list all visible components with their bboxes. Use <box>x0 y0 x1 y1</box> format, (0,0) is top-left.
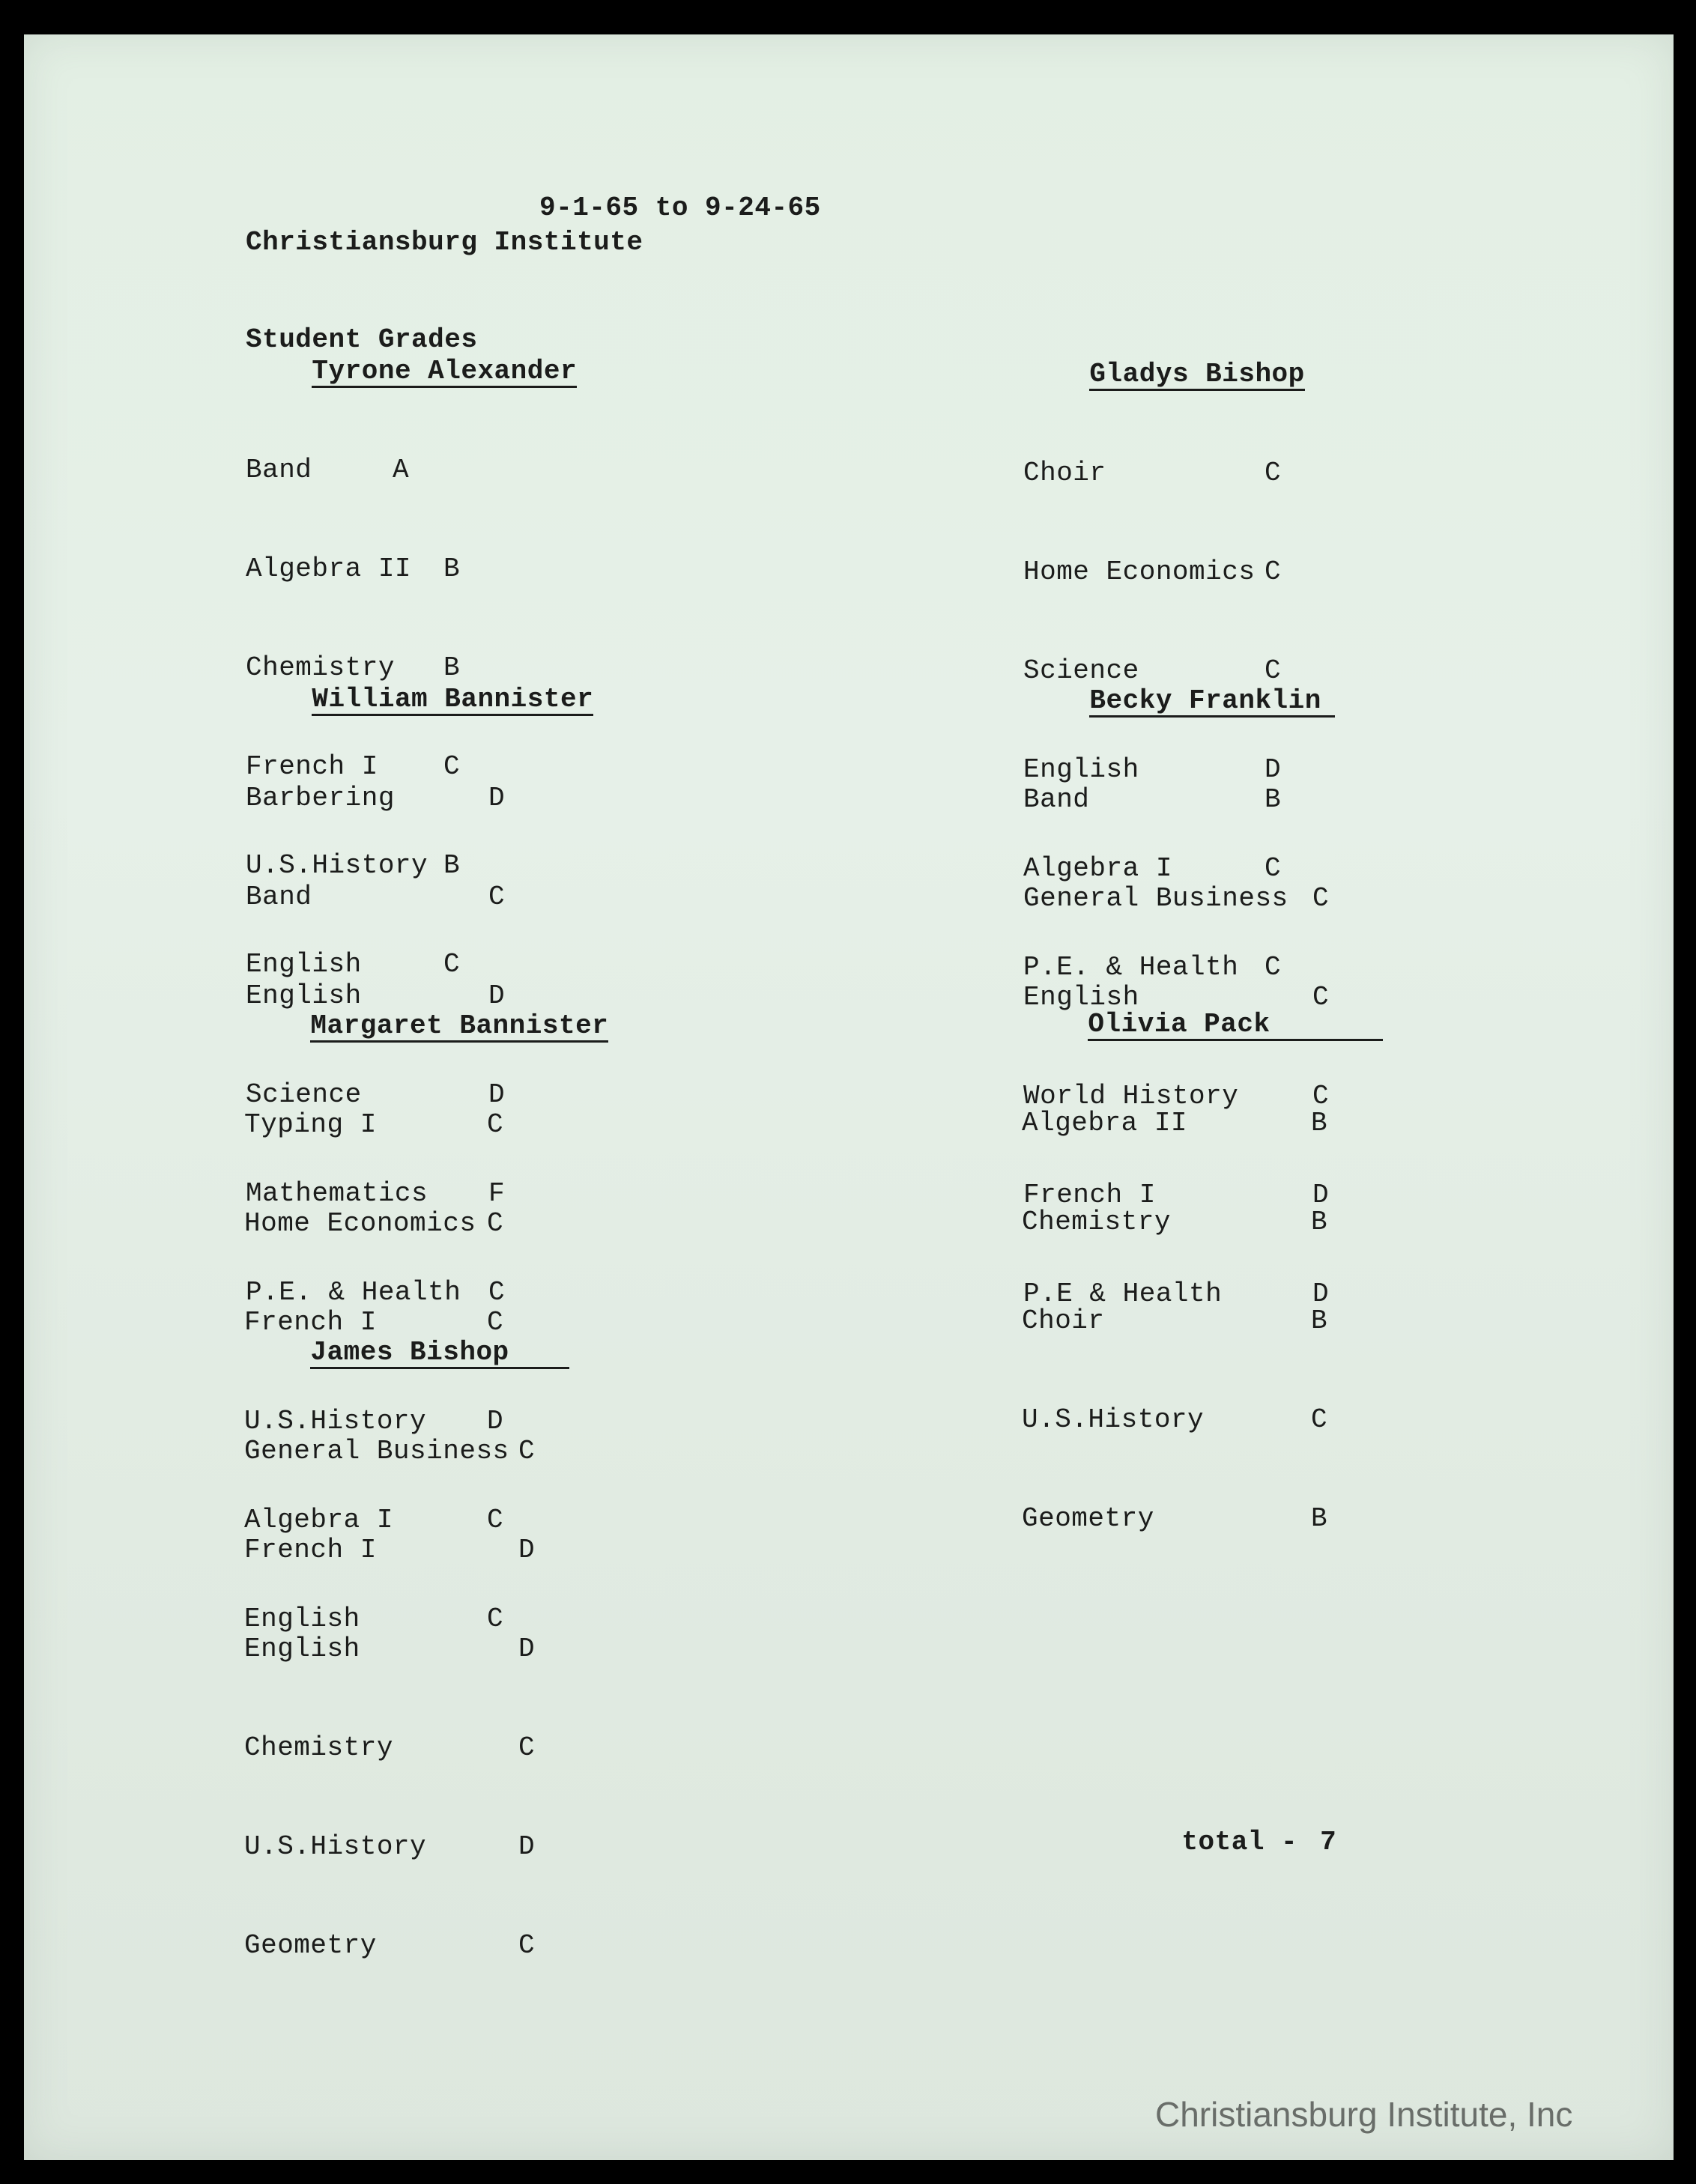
subject: P.E. & Health <box>246 1277 461 1308</box>
grade: D <box>488 1079 506 1110</box>
date-range: 9-1-65 to 9-24-65 <box>539 192 821 223</box>
grade-row <box>244 1633 569 1666</box>
subject: English <box>1023 982 1139 1013</box>
grade: C <box>1312 883 1330 914</box>
grade-row <box>246 782 593 815</box>
grade-row <box>246 454 577 487</box>
grade: B <box>1311 1503 1328 1534</box>
subject: Science <box>246 1079 362 1110</box>
grade-row <box>244 1534 569 1567</box>
subject: World History <box>1023 1081 1239 1111</box>
grade: D <box>518 1634 536 1664</box>
grade: C <box>443 751 461 782</box>
total-value: 7 <box>1320 1827 1337 1857</box>
total-count <box>1115 1793 1336 1892</box>
grade: C <box>518 1930 536 1961</box>
subject: French I <box>246 751 378 782</box>
grade: D <box>1312 1278 1330 1309</box>
grade-row <box>1023 556 1305 589</box>
grade-row <box>1022 1502 1383 1535</box>
subject: Band <box>246 455 312 485</box>
subject: U.S.History <box>246 850 428 881</box>
grade-row <box>244 1108 608 1141</box>
grade: D <box>488 783 506 813</box>
subject: Chemistry <box>1022 1207 1171 1237</box>
grade-row <box>1023 882 1335 915</box>
grade: C <box>488 1277 506 1308</box>
student-name: Becky Franklin <box>1089 687 1334 718</box>
subject: Band <box>1023 784 1090 815</box>
grade: A <box>393 455 410 485</box>
grade: C <box>1265 655 1282 686</box>
student-name: Margaret Bannister <box>310 1010 609 1041</box>
subject: English <box>1023 754 1139 785</box>
subject: English <box>246 949 362 980</box>
grade: B <box>443 652 461 683</box>
subject: Algebra I <box>244 1505 393 1535</box>
subject: U.S.History <box>244 1831 427 1862</box>
subject: French I <box>244 1307 377 1338</box>
student-block <box>244 1303 569 2028</box>
grade: C <box>487 1109 504 1140</box>
subject: Band <box>246 882 312 912</box>
archive-watermark: Christiansburg Institute, Inc <box>1155 2095 1573 2134</box>
grade: C <box>1311 1404 1328 1435</box>
subject: Algebra II <box>246 553 412 584</box>
grade-row <box>244 1929 569 1962</box>
grade: D <box>487 1406 504 1437</box>
grade-row <box>1022 1107 1383 1140</box>
grade-row <box>244 1435 569 1468</box>
subject: U.S.History <box>1022 1404 1205 1435</box>
grade: C <box>487 1604 504 1634</box>
subject: P.E & Health <box>1023 1278 1223 1309</box>
institution-name: Christiansburg Institute <box>246 227 643 258</box>
subject: English <box>244 1634 360 1664</box>
subject: French I <box>1023 1180 1156 1210</box>
grade: C <box>1312 1081 1330 1111</box>
subject: English <box>246 980 362 1011</box>
grade: D <box>1312 1180 1330 1210</box>
grade: B <box>1311 1207 1328 1237</box>
grade: C <box>487 1505 504 1535</box>
subject: General Business <box>244 1436 509 1466</box>
grade-row <box>246 881 593 914</box>
grade: C <box>1312 982 1330 1013</box>
subject: Geometry <box>1022 1503 1154 1534</box>
grade: D <box>488 980 506 1011</box>
subject: Home Economics <box>244 1208 476 1239</box>
grade: C <box>1265 556 1282 587</box>
grade: C <box>1265 952 1282 983</box>
grade-row <box>1022 1305 1383 1338</box>
document-page <box>24 34 1674 2160</box>
document-title: Student Grades <box>246 324 478 355</box>
grade: B <box>443 850 461 881</box>
grade: C <box>487 1307 504 1338</box>
subject: Home Economics <box>1023 556 1256 587</box>
subject: Chemistry <box>246 652 395 683</box>
subject: Geometry <box>244 1930 377 1961</box>
subject: Algebra I <box>1023 853 1172 884</box>
student-name: Gladys Bishop <box>1089 359 1305 389</box>
grade-row <box>244 1207 608 1240</box>
subject: Algebra II <box>1022 1108 1188 1138</box>
grade: B <box>1265 784 1282 815</box>
grade-row <box>246 553 577 586</box>
subject: Science <box>1023 655 1139 686</box>
student-name: Olivia Pack <box>1088 1010 1382 1041</box>
total-label: total - <box>1181 1827 1298 1857</box>
grade: F <box>488 1178 506 1209</box>
subject: Chemistry <box>244 1732 393 1763</box>
student-name: James Bishop <box>310 1338 569 1369</box>
subject: General Business <box>1023 883 1288 914</box>
grade-row <box>1022 1404 1383 1437</box>
grade: C <box>1265 853 1282 884</box>
subject: Typing I <box>244 1109 377 1140</box>
subject: French I <box>244 1535 377 1565</box>
student-block <box>1022 975 1383 1601</box>
student-name: William Bannister <box>312 684 594 715</box>
subject: U.S.History <box>244 1406 427 1437</box>
subject: Barbering <box>246 783 395 813</box>
grade: C <box>443 949 461 980</box>
grade-row <box>1022 1206 1383 1239</box>
grade: D <box>518 1535 536 1565</box>
grade: C <box>518 1436 536 1466</box>
grade-row <box>1023 457 1305 490</box>
grade: B <box>1311 1305 1328 1336</box>
grade: B <box>1311 1108 1328 1138</box>
student-name: Tyrone Alexander <box>312 356 578 386</box>
subject: Choir <box>1022 1305 1105 1336</box>
grade: C <box>1265 458 1282 488</box>
subject: P.E. & Health <box>1023 952 1239 983</box>
grade: C <box>518 1732 536 1763</box>
grade-row <box>1023 783 1335 816</box>
grade: D <box>1265 754 1282 785</box>
subject: Mathematics <box>246 1178 428 1209</box>
grade: C <box>487 1208 504 1239</box>
grade: C <box>488 882 506 912</box>
subject: Choir <box>1023 458 1106 488</box>
grade-row <box>244 1830 569 1863</box>
subject: English <box>244 1604 360 1634</box>
grade: B <box>443 553 461 584</box>
grade-row <box>244 1732 569 1765</box>
grade: D <box>518 1831 536 1862</box>
